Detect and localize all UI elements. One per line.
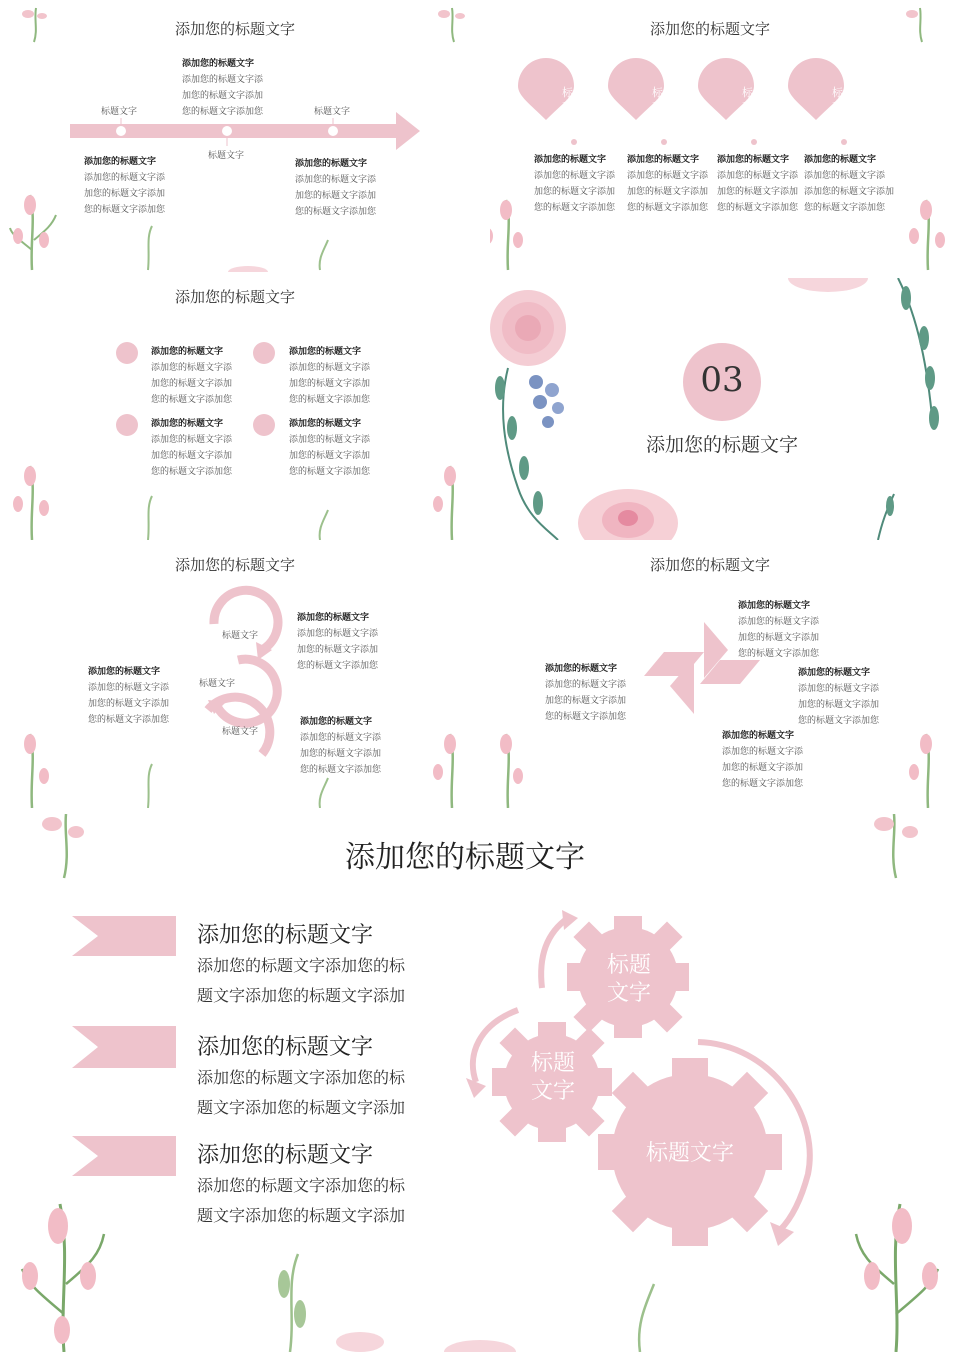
slide-section <box>478 278 960 540</box>
slide2-block-2: 添加您的标题文字 添加您的标题文字添 加您的标题文字添加 您的标题文字添加您 <box>627 155 709 213</box>
slide7-decoration <box>0 814 960 1352</box>
flower-bottom-left-icon <box>24 734 49 808</box>
item-heading: 添加您的标题文字 <box>197 1143 374 1168</box>
leaf-bottom-icon <box>148 496 328 540</box>
ring-label-2: 标题文字 <box>199 679 236 689</box>
slide6-title: 添加您的标题文字 <box>649 556 770 574</box>
flower-bottom-right-icon <box>909 200 945 270</box>
leaf-bottom-icon <box>278 1254 654 1352</box>
slide7-item-3 <box>197 1142 405 1230</box>
slide3-block-4: 添加您的标题文字 添加您的标题文字添 加您的标题文字添加 您的标题文字添加您 <box>289 419 371 477</box>
rose-top-left-icon <box>490 290 566 366</box>
item-line: 添加您的标题文字添加您的标 <box>197 1068 406 1087</box>
gear-large-label: 标题文字 <box>645 1141 734 1166</box>
item-line: 题文字添加您的标题文字添加 <box>197 1098 406 1117</box>
slide5-title: 添加您的标题文字 <box>174 556 295 574</box>
pin-label-1: 标题 文字 <box>562 86 584 112</box>
slide3-decoration <box>0 278 470 540</box>
flower-bottom-left-icon <box>22 1204 104 1352</box>
flower-bottom-right-icon <box>856 1204 938 1352</box>
flower-bottom-left-icon <box>490 200 523 270</box>
ring-label-3: 标题文字 <box>222 727 259 737</box>
slide4-decoration <box>478 278 960 540</box>
flower-bottom-right-icon <box>433 466 456 540</box>
slide1-left-block: 添加您的标题文字 添加您的标题文字添 加您的标题文字添加 您的标题文字添加您 <box>84 157 166 215</box>
pin-label-4: 标题 文字 <box>832 86 854 112</box>
item-line: 题文字添加您的标题文字添加 <box>197 1206 406 1225</box>
gear-top-label: 标题 文字 <box>606 953 651 1006</box>
slide-gears <box>0 814 960 1352</box>
pin-label-2: 标题 文字 <box>652 86 674 112</box>
flower-bottom-left-icon <box>13 466 49 540</box>
item-line: 添加您的标题文字添加您的标 <box>197 956 406 975</box>
slide3-title: 添加您的标题文字 <box>174 288 295 306</box>
slide1-title: 添加您的标题文字 <box>174 20 295 38</box>
slide6-top-block: 添加您的标题文字 添加您的标题文字添 加您的标题文字添加 您的标题文字添加您 <box>738 601 820 659</box>
slide6-left-block: 添加您的标题文字 添加您的标题文字添 加您的标题文字添加 您的标题文字添加您 <box>545 664 627 722</box>
rose-top-right-icon <box>788 278 868 292</box>
chevron-3 <box>72 1136 176 1176</box>
leaf-vine-right-icon <box>898 278 939 430</box>
chevron-2 <box>72 1026 176 1068</box>
slide1-right-block: 添加您的标题文字 添加您的标题文字添 加您的标题文字添加 您的标题文字添加您 <box>295 159 377 217</box>
leaf-bottom-icon <box>148 226 328 272</box>
slide7-title: 添加您的标题文字 <box>345 840 585 875</box>
chevron-arrows <box>72 916 176 1176</box>
pin-label-3: 标题 文字 <box>742 86 764 112</box>
flower-bottom-left-icon <box>10 195 56 270</box>
slide2-block-4: 添加您的标题文字 添加您的标题文字添 添加您的标题文字添加 您的标题文字添加您 <box>804 155 895 213</box>
item-line: 题文字添加您的标题文字添加 <box>197 986 406 1005</box>
timeline-label-2: 标题文字 <box>208 151 245 161</box>
slide3-block-2: 添加您的标题文字 添加您的标题文字添 加您的标题文字添加 您的标题文字添加您 <box>289 347 371 405</box>
slide-timeline <box>0 0 470 272</box>
flower-bottom-right-icon <box>433 734 456 808</box>
gear-left-label: 标题 文字 <box>530 1051 575 1104</box>
slide2-block-1: 添加您的标题文字 添加您的标题文字添 加您的标题文字添加 您的标题文字添加您 <box>534 155 616 213</box>
slide7-item-2 <box>197 1034 405 1122</box>
slide5-bottom-block: 添加您的标题文字 添加您的标题文字添 加您的标题文字添加 您的标题文字添加您 <box>300 717 382 775</box>
rose-bottom-icon <box>578 489 678 540</box>
leaf-bottom-right-icon <box>878 494 894 540</box>
item-heading: 添加您的标题文字 <box>197 923 374 948</box>
slide5-left-block: 添加您的标题文字 添加您的标题文字添 加您的标题文字添加 您的标题文字添加您 <box>88 667 170 725</box>
slide-pinwheel <box>490 546 960 808</box>
slide-rings <box>0 546 470 808</box>
slide3-block-1: 添加您的标题文字 添加您的标题文字添 加您的标题文字添加 您的标题文字添加您 <box>151 347 233 405</box>
chevron-1 <box>72 916 176 956</box>
item-heading: 添加您的标题文字 <box>197 1035 374 1060</box>
timeline-label-1: 标题文字 <box>101 107 138 117</box>
flower-bottom-left-icon <box>500 734 523 808</box>
timeline-label-3: 标题文字 <box>314 107 351 117</box>
slide2-decoration <box>490 0 960 272</box>
slide1-top-block: 添加您的标题文字 添加您的标题文字添 加您的标题文字添加 您的标题文字添加您 <box>182 59 264 117</box>
flower-bottom-right-icon <box>909 734 932 808</box>
slide2-title: 添加您的标题文字 <box>649 20 770 38</box>
slide7-item-1 <box>197 922 405 1010</box>
dot-2 <box>253 342 275 364</box>
slide5-top-block: 添加您的标题文字 添加您的标题文字添 加您的标题文字添加 您的标题文字添加您 <box>297 613 379 671</box>
slide-pins <box>490 0 960 272</box>
section-number: 03 <box>700 360 744 400</box>
ring-label-1: 标题文字 <box>222 631 259 641</box>
slide1-decoration <box>0 0 470 272</box>
slide-dots <box>0 278 470 540</box>
slide2-block-3: 添加您的标题文字 添加您的标题文字添 加您的标题文字添加 您的标题文字添加您 <box>717 155 799 213</box>
slide3-block-3: 添加您的标题文字 添加您的标题文字添 加您的标题文字添加 您的标题文字添加您 <box>151 419 233 477</box>
section-title: 添加您的标题文字 <box>645 434 798 456</box>
item-line: 添加您的标题文字添加您的标 <box>197 1176 406 1195</box>
berries-icon <box>529 375 564 428</box>
slide6-bottom-block: 添加您的标题文字 添加您的标题文字添 加您的标题文字添加 您的标题文字添加您 <box>722 731 804 789</box>
slide6-right-block: 添加您的标题文字 添加您的标题文字添 加您的标题文字添加 您的标题文字添加您 <box>798 668 880 726</box>
dot-3 <box>116 414 138 436</box>
dot-1 <box>116 342 138 364</box>
dot-4 <box>253 414 275 436</box>
